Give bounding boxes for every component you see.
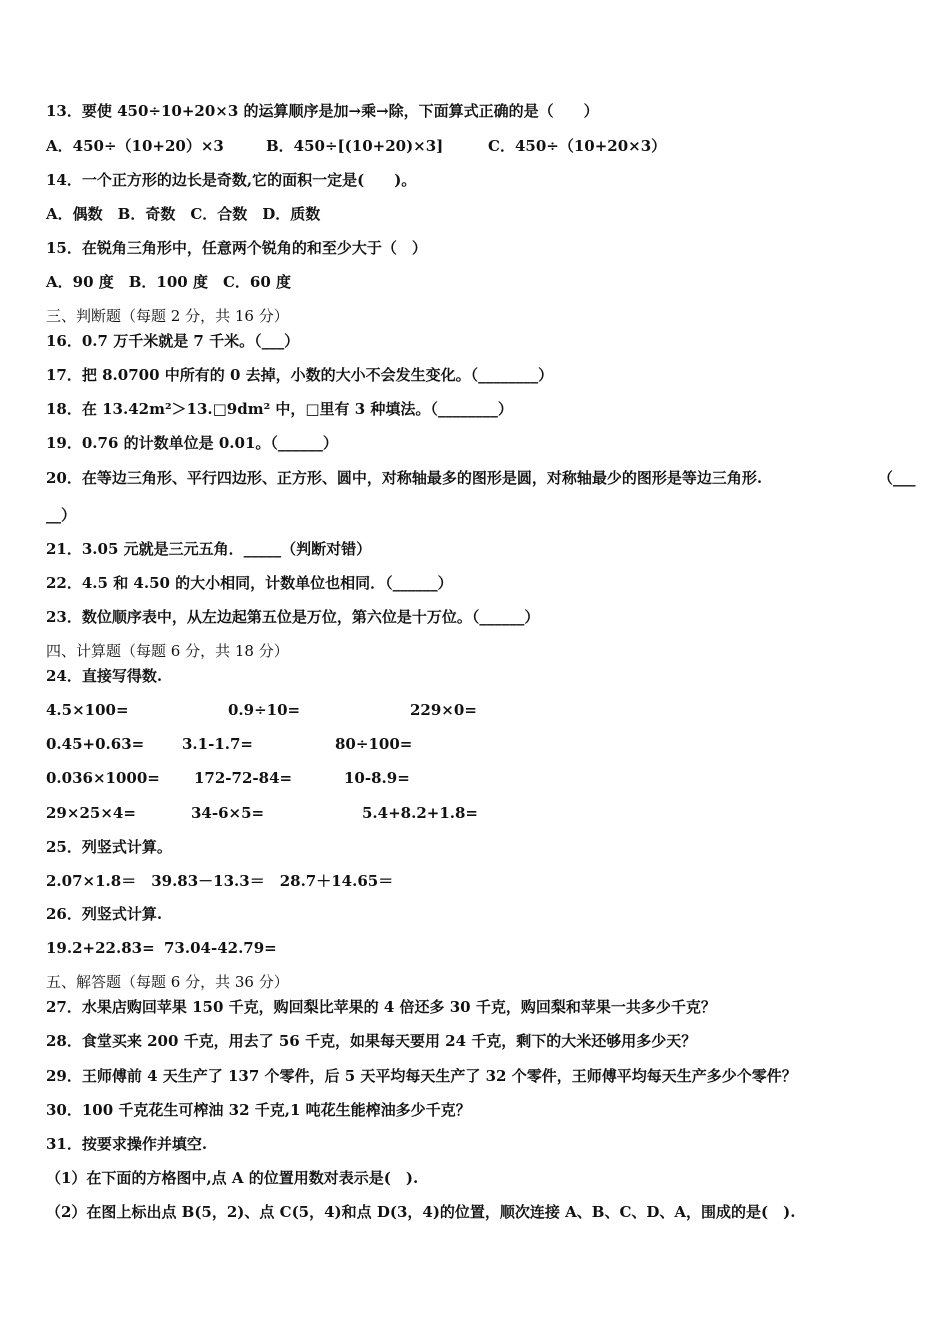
- q21: 21．3.05 元就是三元五角．_____（判断对错）: [46, 540, 372, 558]
- q31-part-2: （2）在图上标出点 B(5，2)、点 C(5，4)和点 D(3，4)的位置，顺次连接 A、B、C、D、A，围成的是( ).: [46, 1203, 796, 1221]
- q24-item: 172-72-84=: [194, 769, 293, 787]
- q13-stem: 13．要使 450÷10+20×3 的运算顺序是加→乘→除，下面算式正确的是（ ）: [46, 102, 599, 120]
- q13-option-c: C．450÷（10+20×3）: [488, 137, 667, 155]
- q24-row: [46, 803, 910, 823]
- q27: 27．水果店购回苹果 150 千克，购回梨比苹果的 4 倍还多 30 千克，购回梨和苹果一共多少千克？: [46, 998, 716, 1016]
- q23: 23．数位顺序表中，从左边起第五位是万位，第六位是十万位。（______）: [46, 608, 540, 626]
- q24-stem: 24．直接写得数.: [46, 667, 163, 685]
- q14-stem: 14．一个正方形的边长是奇数,它的面积一定是( )。: [46, 171, 417, 189]
- q24-item: 10-8.9=: [344, 769, 410, 787]
- section-5-heading: 五、解答题（每题 6 分，共 36 分）: [46, 973, 289, 991]
- q16: 16．0.7 万千米就是 7 千米。（___）: [46, 332, 300, 350]
- q24-item: 0.9÷10=: [228, 701, 301, 719]
- q24-row: [46, 700, 910, 720]
- q19: 19．0.76 的计数单位是 0.01。（______）: [46, 434, 338, 452]
- q24-item: 34-6×5=: [191, 804, 265, 822]
- q13-option-b: B．450÷[(10+20)×3]: [266, 137, 444, 155]
- q13-option-a: A．450÷（10+20）×3: [46, 137, 224, 155]
- q28: 28．食堂买来 200 千克，用去了 56 千克，如果每天要用 24 千克，剩下的大米还够用多少天？: [46, 1032, 697, 1050]
- q20-blank-start: （___: [878, 469, 916, 487]
- section-3-heading: 三、判断题（每题 2 分，共 16 分）: [46, 307, 289, 325]
- q25-items: 2.07×1.8＝ 39.83－13.3＝ 28.7＋14.65＝: [46, 872, 394, 890]
- q26-stem: 26．列竖式计算.: [46, 905, 163, 923]
- q15-stem: 15．在锐角三角形中，任意两个锐角的和至少大于（ ）: [46, 239, 427, 257]
- q26-item: 73.04-42.79=: [164, 939, 277, 957]
- q20-line2: __）: [46, 506, 77, 524]
- q24-item: 80÷100=: [335, 735, 413, 753]
- q24-row: [46, 768, 910, 788]
- q14-options: A．偶数 B．奇数 C．合数 D．质数: [46, 205, 321, 223]
- q31-part-1: （1）在下面的方格图中,点 A 的位置用数对表示是( ).: [46, 1169, 419, 1187]
- q26-items: [46, 938, 910, 958]
- q24-item: 29×25×4=: [46, 804, 136, 822]
- q25-stem: 25．列竖式计算。: [46, 838, 172, 856]
- q31-stem: 31．按要求操作并填空.: [46, 1135, 208, 1153]
- q24-item: 5.4+8.2+1.8=: [362, 804, 478, 822]
- q18: 18．在 13.42m²＞13.□9dm² 中，□里有 3 种填法。（________）: [46, 400, 513, 418]
- q15-options: A．90 度 B．100 度 C．60 度: [46, 273, 291, 291]
- q20-line1: 20．在等边三角形、平行四边形、正方形、圆中，对称轴最多的图形是圆，对称轴最少的图形是等边三角形.: [46, 469, 763, 487]
- section-4-heading: 四、计算题（每题 6 分，共 18 分）: [46, 642, 289, 660]
- q24-item: 0.036×1000=: [46, 769, 160, 787]
- q30: 30．100 千克花生可榨油 32 千克,1 吨花生能榨油多少千克？: [46, 1101, 471, 1119]
- q24-row: [46, 734, 910, 754]
- q26-item: 19.2+22.83=: [46, 939, 155, 957]
- q29: 29．王师傅前 4 天生产了 137 个零件，后 5 天平均每天生产了 32 个零件，王师傅平均每天生产多少个零件？: [46, 1067, 797, 1085]
- q17: 17．把 8.0700 中所有的 0 去掉，小数的大小不会发生变化。（________）: [46, 366, 554, 384]
- q22: 22．4.5 和 4.50 的大小相同，计数单位也相同．（______）: [46, 574, 453, 592]
- q24-item: 229×0=: [410, 701, 477, 719]
- q13-options: [46, 136, 910, 156]
- q24-item: 4.5×100=: [46, 701, 129, 719]
- q24-item: 3.1-1.7=: [182, 735, 253, 753]
- q24-item: 0.45+0.63=: [46, 735, 145, 753]
